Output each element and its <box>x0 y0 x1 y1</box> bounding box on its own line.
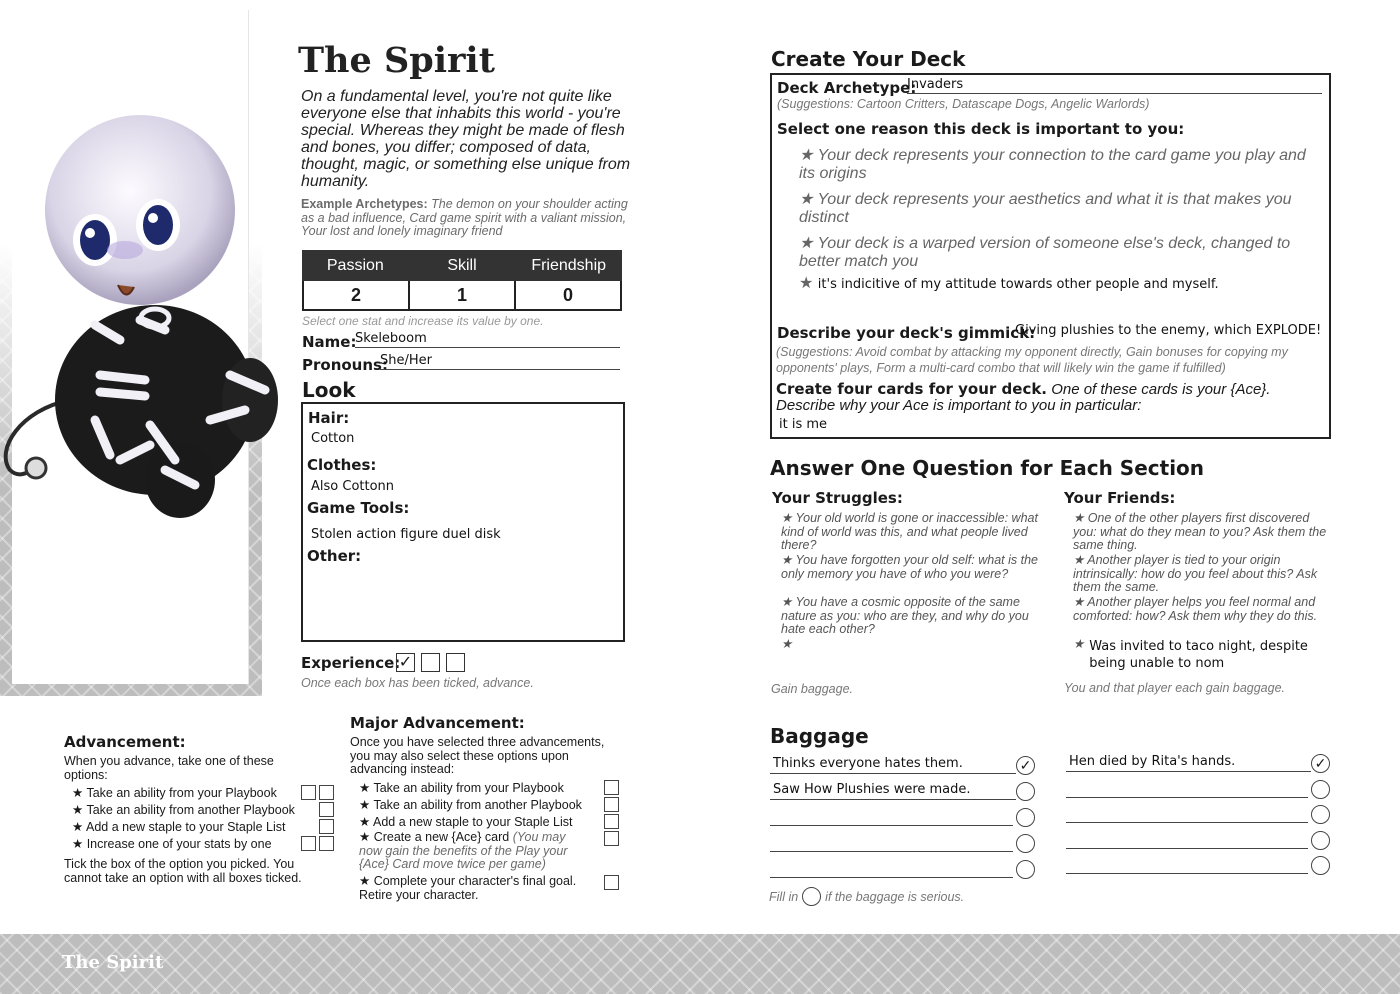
advancement-title: Advancement: <box>64 733 186 751</box>
advancement-option <box>72 802 334 819</box>
baggage-row <box>1066 803 1332 829</box>
struggles-title: Your Struggles: <box>772 489 903 507</box>
example-archetypes <box>301 198 641 239</box>
baggage-row <box>770 858 1036 884</box>
reason-text: Your deck represents your connection to the card game you play and its origins <box>799 147 1306 182</box>
star-icon: ★ <box>359 798 371 812</box>
serious-circle[interactable] <box>1311 805 1330 824</box>
option-label: Create a new {Ace} card <box>373 830 510 844</box>
hair-label: Hair: <box>308 409 350 427</box>
baggage-field[interactable] <box>1066 831 1308 849</box>
reason-list <box>799 147 1324 294</box>
reason-item[interactable] <box>799 147 1324 191</box>
major-option <box>359 875 619 902</box>
option-label: Add a new staple to your Staple List <box>86 820 286 834</box>
checkbox[interactable] <box>604 797 619 812</box>
baggage-left <box>770 754 1036 884</box>
game-tools-label: Game Tools: <box>307 499 410 517</box>
questions-heading: Answer One Question for Each Section <box>770 456 1205 480</box>
question-text: One of the other players first discovered you: what do they mean to you? Ask them the same thing. <box>1073 511 1327 552</box>
baggage-field[interactable] <box>1066 780 1308 798</box>
ace-answer-field[interactable]: it is me <box>779 417 828 432</box>
friend-item[interactable] <box>1073 512 1331 554</box>
friend-answer: Was invited to taco night, despite being unable to nom <box>1089 639 1308 671</box>
star-icon: ★ <box>781 637 793 651</box>
serious-circle[interactable] <box>1016 808 1035 827</box>
checkmark-icon: ✓ <box>398 654 413 671</box>
reason-item[interactable] <box>799 235 1324 275</box>
hair-value[interactable]: Cotton <box>311 431 355 446</box>
name-label: Name: <box>302 333 357 351</box>
struggles-list <box>781 512 1039 652</box>
checkmark-icon: ✓ <box>1019 757 1032 773</box>
legend-fill-in: Fill in <box>769 889 799 904</box>
legend-serious: if the baggage is serious. <box>825 889 965 904</box>
baggage-field[interactable]: Thinks everyone hates them. <box>770 756 1016 774</box>
option-label: Complete your character's final goal. Retire your character. <box>359 874 577 902</box>
footer-band <box>0 934 1400 994</box>
friends-title: Your Friends: <box>1064 489 1176 507</box>
friend-item[interactable] <box>1073 554 1331 596</box>
baggage-row <box>770 806 1036 832</box>
major-title: Major Advancement: <box>350 714 525 732</box>
advancement-option <box>72 836 334 853</box>
major-option <box>359 780 619 797</box>
star-icon: ★ <box>781 511 793 525</box>
deck-heading: Create Your Deck <box>771 47 966 71</box>
star-icon: ★ <box>359 815 371 829</box>
footer-title: The Spirit <box>62 952 164 973</box>
reason-item-custom[interactable] <box>799 275 1324 294</box>
option-note: (You may now gain the benefits of the Play your {Ace} Card move twice per game) <box>359 830 568 871</box>
major-intro: Once you have selected three advancements, you may also select these options upon advancing instead: <box>350 735 605 776</box>
stats-note: Select one stat and increase its value by one. <box>302 314 544 328</box>
baggage-row <box>1066 829 1332 855</box>
clothes-value[interactable]: Also Cottonn <box>311 479 395 494</box>
option-label: Increase one of your stats by one <box>86 837 272 851</box>
serious-circle[interactable] <box>1311 754 1330 773</box>
checkbox[interactable] <box>319 836 334 851</box>
stat-value-passion[interactable]: 2 <box>304 281 408 309</box>
checkbox[interactable] <box>319 785 334 800</box>
checkbox[interactable] <box>319 819 334 834</box>
major-option <box>359 831 619 875</box>
star-icon: ★ <box>1073 595 1085 609</box>
star-icon: ★ <box>1073 637 1085 651</box>
star-icon: ★ <box>799 147 814 164</box>
baggage-field[interactable] <box>770 808 1013 826</box>
star-icon: ★ <box>72 837 84 851</box>
star-icon: ★ <box>359 874 371 888</box>
major-options <box>359 780 619 902</box>
option-label: Take an ability from your Playbook <box>373 781 564 795</box>
cards-label: Create four cards for your deck. <box>776 380 1048 398</box>
star-icon: ★ <box>359 830 371 844</box>
checkbox[interactable] <box>604 831 619 846</box>
pronouns-label: Pronouns: <box>302 356 388 374</box>
checkbox[interactable] <box>301 836 316 851</box>
experience-note: Once each box has been ticked, advance. <box>301 676 534 690</box>
star-icon: ★ <box>799 191 814 208</box>
serious-circle[interactable] <box>1016 860 1035 879</box>
star-icon: ★ <box>359 781 371 795</box>
star-icon: ★ <box>72 803 84 817</box>
pronouns-field[interactable]: She/Her <box>380 353 620 370</box>
advancement-outro: Tick the box of the option you picked. You cannot take an option with all boxes ticked. <box>64 857 302 885</box>
struggle-item-custom[interactable] <box>781 638 1039 652</box>
star-icon: ★ <box>781 553 793 567</box>
baggage-legend <box>769 887 964 906</box>
serious-circle[interactable] <box>1311 780 1330 799</box>
option-label: Take an ability from another Playbook <box>86 803 295 817</box>
struggle-item[interactable] <box>781 596 1039 638</box>
checkbox[interactable] <box>604 780 619 795</box>
major-option <box>359 814 619 831</box>
reason-item[interactable] <box>799 191 1324 235</box>
example-text: The demon on your shoulder acting as a bad influence, Card game spirit with a valiant mission, Your lost and lonely imaginary friend <box>301 197 628 238</box>
serious-circle[interactable] <box>1016 834 1035 853</box>
star-icon: ★ <box>781 595 793 609</box>
archetype-label: Deck Archetype: <box>777 79 917 97</box>
baggage-row <box>770 780 1036 806</box>
question-text: Another player is tied to your origin intrinsically: how do you feel about this? Ask them the same. <box>1073 553 1318 594</box>
checkbox[interactable] <box>319 802 334 817</box>
gimmick-suggestions: (Suggestions: Avoid combat by attacking my opponent directly, Gain bonuses for copying my opponents' plays, Form a multi-card combo that will likely win the game if fulfilled) <box>776 345 1288 375</box>
friend-item[interactable] <box>1073 596 1331 638</box>
baggage-field[interactable] <box>770 834 1013 852</box>
stat-value-friendship[interactable]: 0 <box>516 281 620 309</box>
serious-circle[interactable] <box>1016 756 1035 775</box>
option-label: Take an ability from another Playbook <box>373 798 582 812</box>
major-option <box>359 797 619 814</box>
baggage-row <box>1066 854 1332 880</box>
stat-header-passion: Passion <box>326 256 384 274</box>
baggage-right <box>1066 752 1332 880</box>
star-icon: ★ <box>799 275 814 292</box>
experience-box-2[interactable] <box>421 653 440 672</box>
archetype-suggestions: (Suggestions: Cartoon Critters, Datascape Dogs, Angelic Warlords) <box>777 97 1150 111</box>
baggage-field[interactable] <box>770 860 1013 878</box>
star-icon: ★ <box>72 786 84 800</box>
checkbox[interactable] <box>604 875 619 890</box>
reason-text: Your deck represents your aesthetics and what it is that makes you distinct <box>799 191 1292 226</box>
baggage-field[interactable]: Hen died by Rita's hands. <box>1066 754 1311 772</box>
experience-label: Experience: <box>301 654 401 672</box>
look-heading: Look <box>302 378 356 402</box>
star-icon: ★ <box>72 820 84 834</box>
checkbox[interactable] <box>604 814 619 829</box>
question-text: You have forgotten your old self: what is the only memory you have of who you were? <box>781 553 1038 581</box>
baggage-row <box>770 754 1036 780</box>
example-label: Example Archetypes: <box>301 197 428 211</box>
archetype-field[interactable]: Invaders <box>907 77 1322 94</box>
advancement-option <box>72 819 334 836</box>
baggage-field[interactable] <box>1066 805 1308 823</box>
struggle-item[interactable] <box>781 512 1039 554</box>
baggage-row <box>770 832 1036 858</box>
serious-circle[interactable] <box>1311 856 1330 875</box>
serious-circle[interactable] <box>1016 782 1035 801</box>
custom-reason-text: it's indicitive of my attitude towards other people and myself. <box>817 277 1219 292</box>
question-text: Another player helps you feel normal and comforted: how? Ask them why they do this. <box>1073 595 1318 623</box>
baggage-row <box>1066 778 1332 804</box>
star-icon: ★ <box>799 235 814 252</box>
other-label: Other: <box>307 547 362 565</box>
friends-footer: You and that player each gain baggage. <box>1064 681 1286 695</box>
option-label: Take an ability from your Playbook <box>86 786 277 800</box>
character-illustration <box>0 90 290 530</box>
stat-header-friendship: Friendship <box>531 256 607 274</box>
gimmick-label: Describe your deck's gimmick: <box>777 324 1036 342</box>
baggage-field[interactable] <box>1066 856 1308 874</box>
star-icon: ★ <box>1073 553 1085 567</box>
friends-list <box>1073 512 1331 672</box>
advancement-options <box>72 785 334 853</box>
baggage-row <box>1066 752 1332 778</box>
question-text: You have a cosmic opposite of the same nature as you: who are they, and why do you hate each other? <box>781 595 1029 636</box>
stats-table <box>302 250 622 311</box>
gimmick-field[interactable]: Giving plushies to the enemy, which EXPLODE! <box>1015 323 1322 338</box>
circle-icon <box>802 887 821 906</box>
checkmark-icon: ✓ <box>1314 755 1327 771</box>
reason-heading: Select one reason this deck is important to you: <box>777 120 1185 138</box>
baggage-field[interactable]: Saw How Plushies were made. <box>770 782 1016 800</box>
cards-instructions <box>776 381 1321 414</box>
baggage-heading: Baggage <box>770 724 869 748</box>
checkbox[interactable] <box>301 785 316 800</box>
page-title: The Spirit <box>298 40 495 81</box>
cards-note: One of these cards is your {Ace}. Describe why your Ace is important to you in particular: <box>776 381 1271 414</box>
advancement-intro: When you advance, take one of these options: <box>64 754 274 782</box>
name-field[interactable]: Skeleboom <box>355 331 620 348</box>
friend-item-custom[interactable] <box>1073 638 1331 672</box>
stat-value-skill[interactable]: 1 <box>410 281 514 309</box>
star-icon: ★ <box>1073 511 1085 525</box>
serious-circle[interactable] <box>1311 831 1330 850</box>
option-label: Add a new staple to your Staple List <box>373 815 573 829</box>
clothes-label: Clothes: <box>307 456 377 474</box>
stat-header-skill: Skill <box>447 256 477 274</box>
advancement-option <box>72 785 334 802</box>
reason-text: Your deck is a warped version of someone else's deck, changed to better match you <box>799 235 1291 270</box>
experience-box-1[interactable] <box>396 653 415 672</box>
struggle-item[interactable] <box>781 554 1039 596</box>
intro-text: On a fundamental level, you're not quite like everyone else that inhabits this world - you're special. Whereas they might be made of flesh and bones, you differ; composed of data, thought, magic, or something else unique from humanity. <box>301 88 631 190</box>
struggles-footer: Gain baggage. <box>771 682 854 696</box>
experience-box-3[interactable] <box>446 653 465 672</box>
question-text: Your old world is gone or inaccessible: what kind of world was this, and what people lived there? <box>781 511 1038 552</box>
game-tools-value[interactable]: Stolen action figure duel disk <box>311 527 501 542</box>
